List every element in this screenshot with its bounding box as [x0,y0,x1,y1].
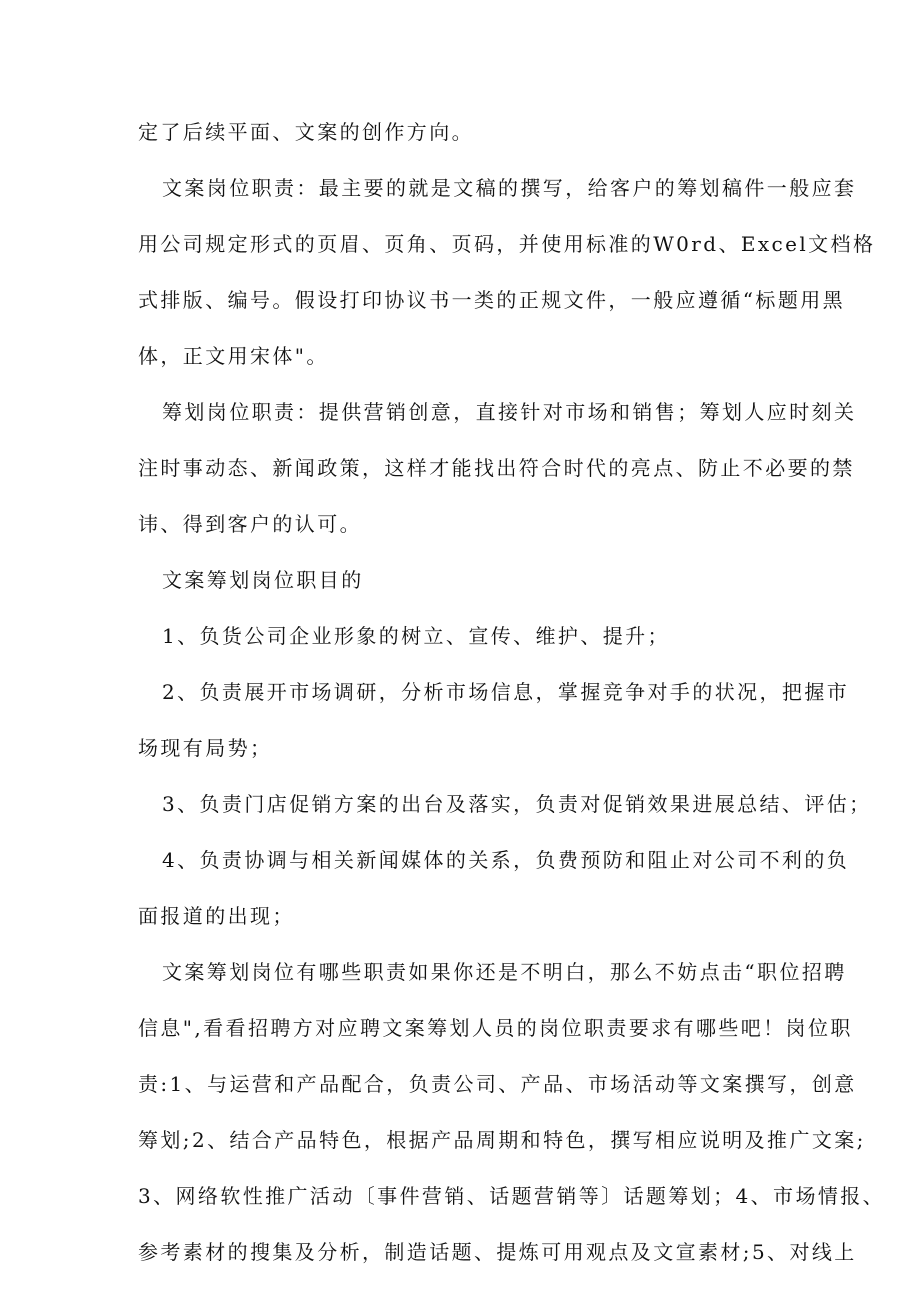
paragraph-line: 式排版、编号。假设打印协议书一类的正规文件，一般应遵循“标题用黑 [138,288,846,312]
list-item-continuation: 面报道的出现； [138,904,295,928]
paragraph-line: 注时事动态、新闻政策，这样才能找出符合时代的亮点、防止不必要的禁 [138,456,855,480]
paragraph-line: 参考素材的搜集及分析，制造话题、提炼可用观点及文宣素材;5、对线上 [138,1240,857,1264]
list-item: 1、负货公司企业形象的树立、宣传、维护、提升； [162,624,670,648]
paragraph-line: 信息",看看招聘方对应聘文案筹划人员的岗位职责要求有哪些吧！岗位职 [138,1016,853,1040]
list-item: 4、负责协调与相关新闻媒体的关系，负费预防和阻止对公司不利的负 [162,848,850,872]
list-item-continuation: 场现有局势； [138,736,273,760]
paragraph-line: 筹划;2、结合产品特色，根据产品周期和特色，撰写相应说明及推广文案; [138,1128,866,1152]
paragraph-line: 责:1、与运营和产品配合，负责公司、产品、市场活动等文案撰写，创意 [138,1072,857,1096]
paragraph-line: 讳、得到客户的认可。 [138,512,362,536]
list-item: 2、负责展开市场调研，分析市场信息，掌握竞争对手的状况，把握市 [162,680,850,704]
section-heading: 文案筹划岗位职目的 [162,568,364,592]
paragraph-line: 文案岗位职责：最主要的就是文稿的撰写，给客户的筹划稿件一般应套 [162,176,857,200]
paragraph-line: 定了后续平面、文案的创作方向。 [138,120,474,144]
list-item: 3、负责门店促销方案的出台及落实，负责对促销效果进展总结、评估； [162,792,872,816]
paragraph-line: 3、网络软性推广活动〔事件营销、话题营销等〕话题筹划；4、市场情报、 [138,1184,886,1208]
paragraph-line: 筹划岗位职责：提供营销创意，直接针对市场和销售；筹划人应时刻关 [162,400,857,424]
paragraph-line: 用公司规定形式的页眉、页角、页码，并使用标准的W0rd、Excel文档格 [138,232,876,256]
paragraph-line: 体，正文用宋体"。 [138,344,329,368]
paragraph-line: 文案筹划岗位有哪些职责如果你还是不明白，那么不妨点击“职位招聘 [162,960,847,984]
